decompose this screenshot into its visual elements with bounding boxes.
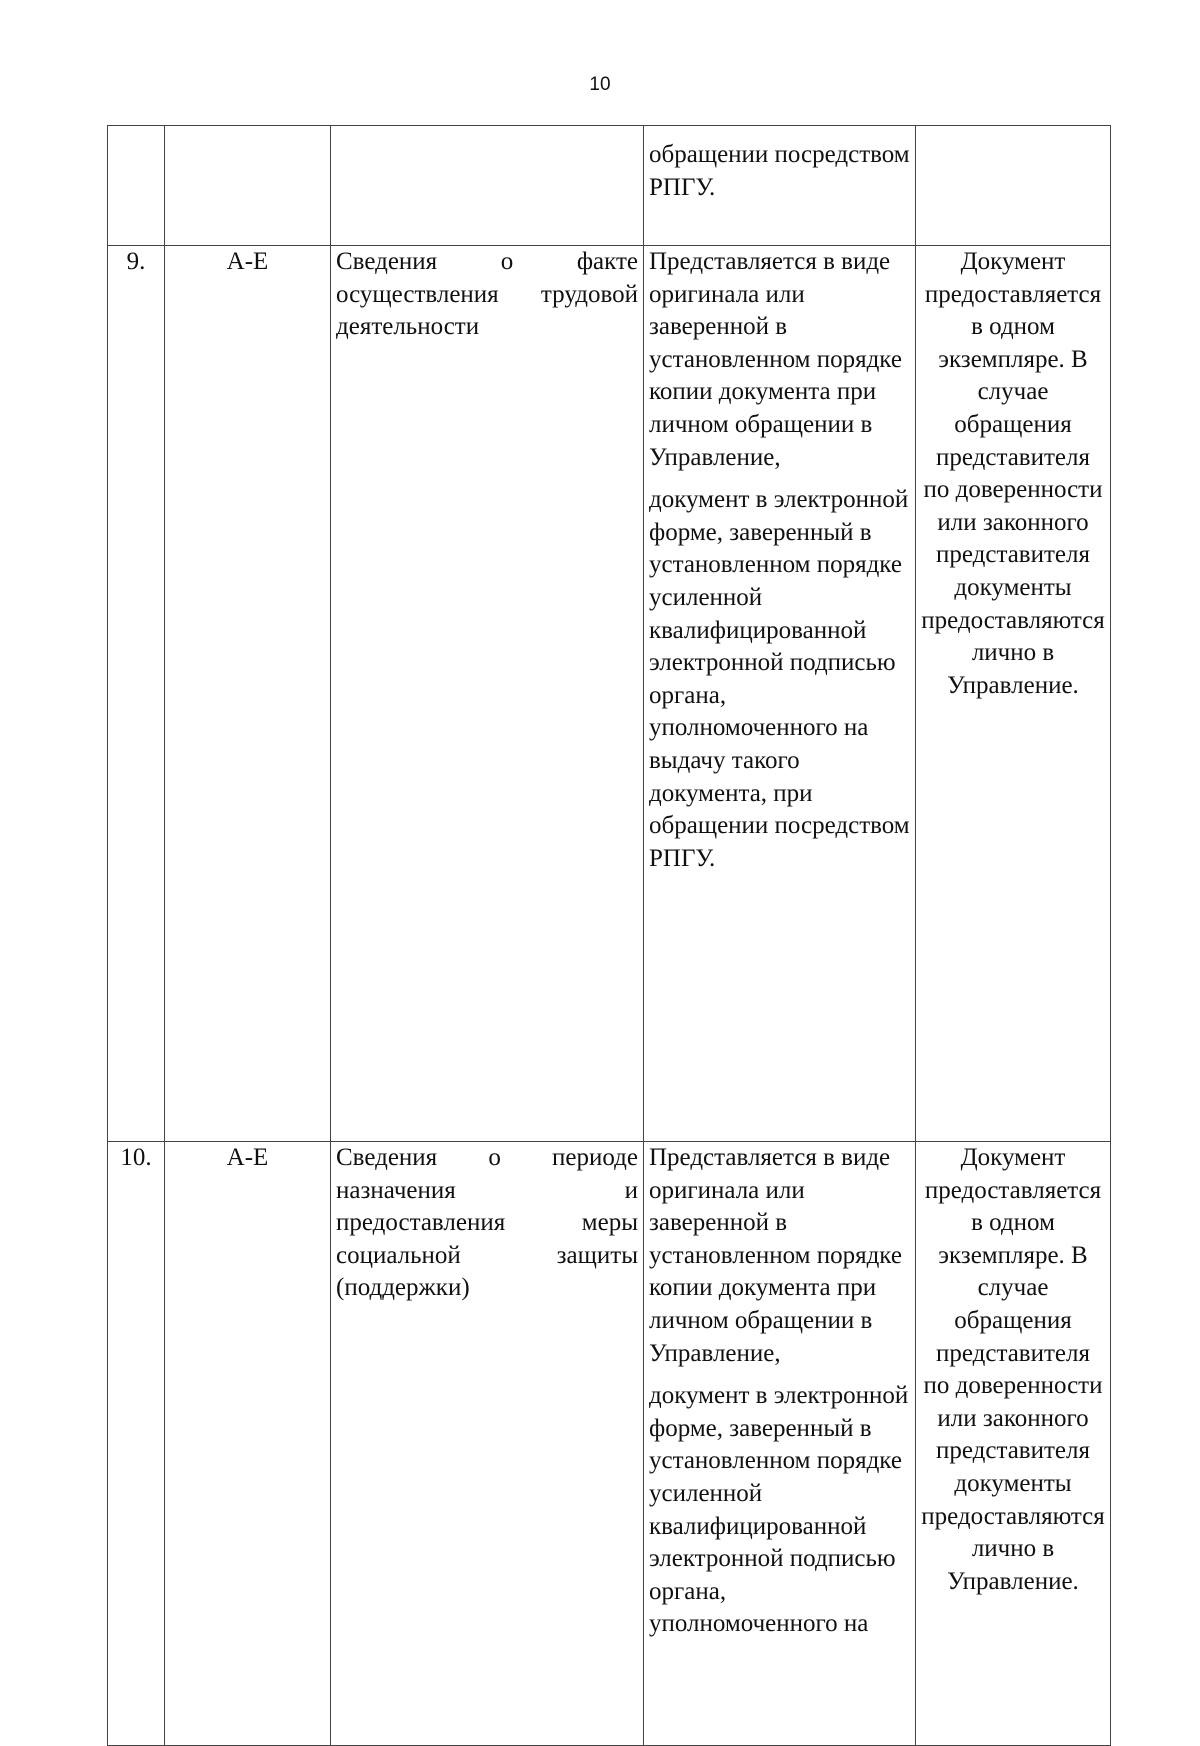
submission-note-cell xyxy=(916,126,1111,246)
submission-form-paragraph: Представляется в виде оригинала или заверенной в установленном порядке копии документа при личном обращении в Управление, xyxy=(649,248,902,471)
submission-form-cell xyxy=(644,246,916,1142)
submission-note-cell: Документ предоставляется в одном экземпляре. В случае обращения представителя по доверенности или законного представителя документы предоставляются лично в Управление. xyxy=(916,246,1111,1142)
applicant-category-cell: А-Е xyxy=(165,246,331,1142)
document-name-cell: Сведения о периоде назначения и предоставления меры социальной защиты (поддержки) xyxy=(331,1142,644,1746)
table-row xyxy=(108,246,1111,1142)
submission-form-paragraph: обращении посредством РПГУ. xyxy=(649,141,910,201)
documents-table xyxy=(107,125,1111,1746)
table-row xyxy=(108,126,1111,246)
submission-form-cell xyxy=(644,126,916,246)
row-number-cell: 10. xyxy=(108,1142,165,1746)
submission-form-paragraph: документ в электронной форме, заверенный в установленном порядке усиленной квалифицированной электронной подписью органа, уполномоченного на xyxy=(649,1382,909,1638)
applicant-category-cell: А-Е xyxy=(165,1142,331,1746)
submission-form-paragraph: Представляется в виде оригинала или заверенной в установленном порядке копии документа при личном обращении в Управление, xyxy=(649,1144,902,1367)
applicant-category-cell xyxy=(165,126,331,246)
document-name-cell xyxy=(331,126,644,246)
submission-note-cell: Документ предоставляется в одном экземпляре. В случае обращения представителя по доверенности или законного представителя документы предоставляются лично в Управление. xyxy=(916,1142,1111,1746)
submission-form-paragraph: документ в электронной форме, заверенный в установленном порядке усиленной квалифицированной электронной подписью органа, уполномоченного на выдачу такого документа, при обращении посредством РПГУ. xyxy=(649,486,910,872)
row-number-cell xyxy=(108,126,165,246)
document-name-cell: Сведения о факте осуществления трудовой деятельности xyxy=(331,246,644,1142)
row-number-cell: 9. xyxy=(108,246,165,1142)
table-row xyxy=(108,1142,1111,1746)
submission-form-cell xyxy=(644,1142,916,1746)
page-number: 10 xyxy=(589,74,611,95)
